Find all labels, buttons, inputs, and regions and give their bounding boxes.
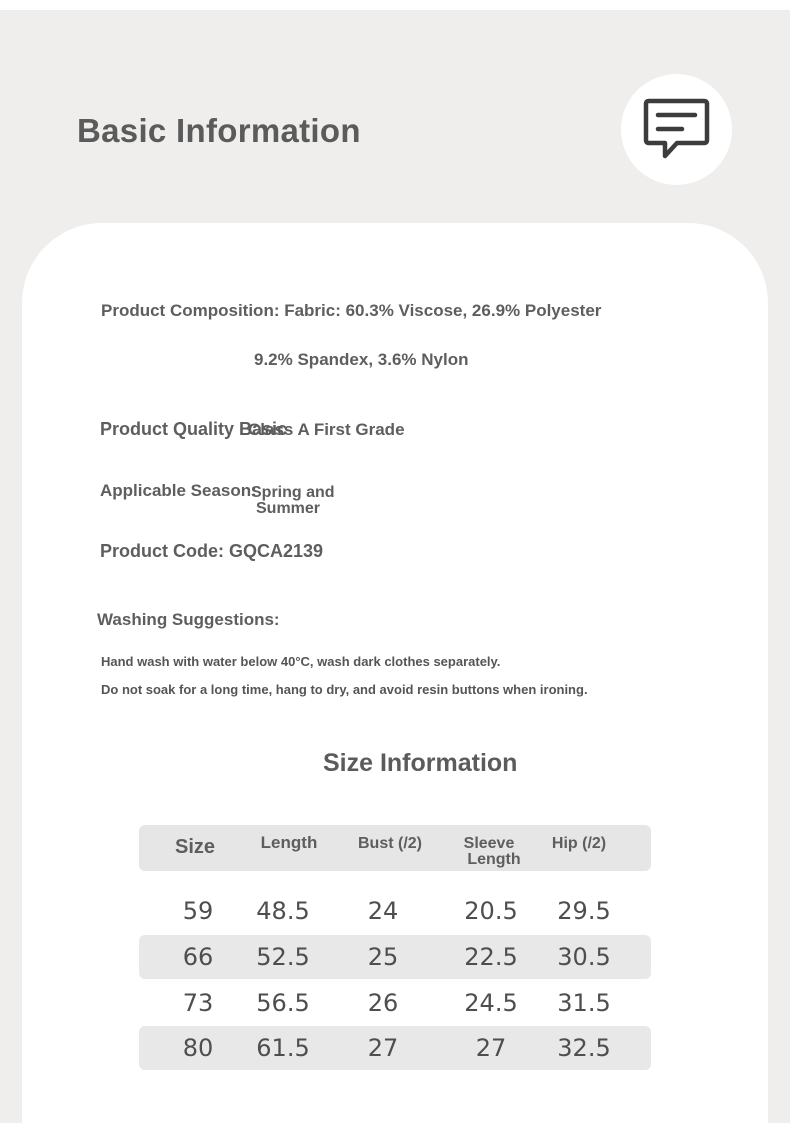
size-table-header (139, 825, 651, 871)
washing-title: Washing Suggestions: (97, 610, 280, 629)
season-label: Applicable Season: (100, 481, 257, 500)
header-sleeve-length (451, 836, 527, 868)
table-row (139, 981, 651, 1025)
season-value-line-2: Summer (256, 500, 321, 517)
product-code: Product Code: GQCA2139 (100, 541, 324, 561)
header-size: Size (174, 836, 216, 858)
cell-bust: 24 (367, 897, 399, 925)
cell-size: 80 (182, 1034, 214, 1062)
cell-sleeve: 22.5 (464, 943, 518, 971)
header-length: Length (260, 833, 318, 852)
cell-size: 59 (182, 897, 214, 925)
table-row (139, 1026, 651, 1070)
header-bust: Bust (/2) (358, 835, 422, 852)
cell-length: 52.5 (256, 943, 310, 971)
cell-hip: 30.5 (557, 943, 611, 971)
cell-sleeve: 27 (475, 1034, 507, 1062)
washing-line-1: Hand wash with water below 40°C, wash dark clothes separately. (101, 654, 501, 669)
header-sleeve-line-2: Length (467, 851, 521, 868)
cell-hip: 32.5 (557, 1034, 611, 1062)
chat-message-icon (643, 98, 710, 162)
composition-line-1: Product Composition: Fabric: 60.3% Viscose, 26.9% Polyester (101, 301, 602, 320)
cell-sleeve: 24.5 (464, 989, 518, 1017)
cell-hip: 29.5 (557, 897, 611, 925)
season-value (251, 485, 335, 517)
chat-button[interactable] (621, 74, 732, 185)
washing-line-2: Do not soak for a long time, hang to dry, and avoid resin buttons when ironing. (101, 682, 588, 697)
composition-line-2: 9.2% Spandex, 3.6% Nylon (254, 350, 469, 369)
quality-label: Product Quality Basic (100, 419, 288, 439)
top-strip (0, 0, 790, 10)
cell-bust: 25 (367, 943, 399, 971)
size-section-title: Size Information (323, 749, 518, 777)
table-row (139, 889, 651, 933)
quality-value: Class A First Grade (248, 420, 405, 439)
table-row (139, 935, 651, 979)
cell-length: 48.5 (256, 897, 310, 925)
cell-size: 73 (182, 989, 214, 1017)
header-sleeve-line-1: Sleeve (463, 835, 515, 852)
cell-bust: 27 (367, 1034, 399, 1062)
cell-bust: 26 (367, 989, 399, 1017)
cell-hip: 31.5 (557, 989, 611, 1017)
page-title: Basic Information (77, 112, 361, 149)
cell-sleeve: 20.5 (464, 897, 518, 925)
cell-length: 56.5 (256, 989, 310, 1017)
season-value-line-1: Spring and (251, 484, 335, 501)
cell-length: 61.5 (256, 1034, 310, 1062)
header-hip: Hip (/2) (551, 835, 607, 852)
cell-size: 66 (182, 943, 214, 971)
